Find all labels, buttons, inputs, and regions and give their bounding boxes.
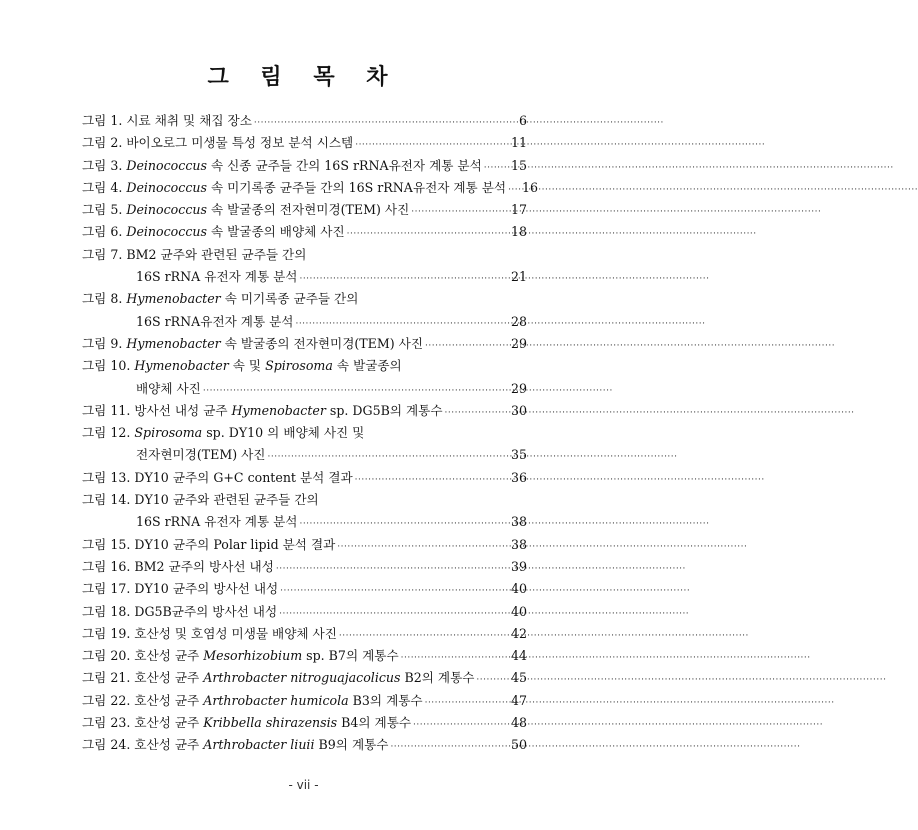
caption-segment: 바이오로그 미생물 특성 정보 분석 시스템 (126, 135, 354, 151)
figure-caption (136, 378, 201, 400)
page-number: 39 (510, 558, 527, 574)
figure-caption (126, 244, 306, 266)
dot-leader (476, 669, 505, 691)
caption-italic-segment: Kribbella shirazensis (203, 715, 338, 731)
figure-caption (126, 333, 423, 355)
figure-label: 그림 22. (82, 692, 135, 708)
toc-entry-line (82, 177, 539, 199)
toc-entry[interactable] (82, 690, 527, 712)
page-number: 35 (510, 447, 527, 463)
figure-caption (134, 355, 401, 377)
toc-entry[interactable] (82, 355, 527, 400)
figure-label: 그림 9. (82, 335, 127, 351)
figure-label: 그림 13. (82, 469, 135, 485)
page-number: 50 (510, 737, 527, 753)
caption-segment: 호산성 균주 (134, 715, 204, 731)
caption-segment: DG5B균주의 방사선 내성 (134, 603, 278, 619)
dot-leader (299, 513, 505, 535)
figure-caption (134, 712, 411, 734)
dot-leader (508, 179, 516, 201)
toc-entry-line (82, 355, 527, 377)
dot-leader (425, 335, 505, 357)
figure-label: 그림 16. (82, 558, 135, 574)
page-number: 28 (510, 313, 527, 329)
caption-segment: B2의 계통수 (400, 670, 475, 686)
figure-caption (136, 511, 297, 533)
caption-segment: 속 발굴종의 배양체 사진 (206, 224, 345, 240)
caption-segment: 시료 채취 및 채집 장소 (126, 113, 252, 128)
caption-segment: 호산성 균주 (134, 692, 204, 708)
caption-italic-segment: Deinococcus (126, 202, 207, 218)
toc-entry-line (82, 489, 527, 511)
dot-leader (299, 268, 505, 290)
caption-italic-segment: Deinococcus (126, 224, 207, 240)
dot-leader (254, 112, 505, 134)
figure-label: 그림 19. (82, 625, 135, 641)
toc-entry[interactable] (82, 333, 527, 355)
toc-entry[interactable] (82, 645, 527, 667)
toc-entry[interactable] (82, 734, 527, 756)
page-number: 21 (510, 269, 527, 285)
figure-label: 그림 15. (82, 536, 135, 552)
figure-list (82, 110, 539, 757)
caption-italic-segment: Arthrobacter nitroguajacolicus (203, 670, 401, 686)
toc-entry-line (82, 333, 527, 355)
caption-italic-segment: Arthrobacter liuii (203, 737, 315, 753)
figure-label: 그림 18. (82, 603, 135, 619)
caption-italic-segment: Arthrobacter humicola (203, 692, 349, 708)
figure-caption (134, 601, 277, 623)
dot-leader (425, 692, 505, 714)
toc-entry-line (82, 311, 527, 333)
figure-caption (134, 734, 388, 756)
page-number: 47 (510, 692, 527, 708)
figure-label: 그림 12. (82, 425, 135, 441)
toc-entry[interactable] (82, 712, 527, 734)
page-number: 48 (510, 715, 527, 731)
toc-entry-line (82, 534, 527, 556)
figure-caption (134, 556, 274, 578)
figure-label: 그림 23. (82, 715, 135, 731)
figure-label: 그림 20. (82, 648, 135, 664)
page-number: 44 (510, 648, 527, 664)
toc-entry[interactable] (82, 556, 527, 578)
toc-entry[interactable] (82, 221, 527, 243)
caption-segment: 배양체 사진 (136, 380, 201, 396)
dot-leader (337, 536, 505, 558)
figure-label: 그림 11. (82, 402, 135, 418)
toc-entry[interactable] (82, 623, 527, 645)
toc-entry-line (82, 667, 527, 689)
toc-entry-line (82, 400, 527, 422)
toc-entry-line (82, 645, 527, 667)
figure-caption (136, 444, 265, 466)
figure-caption (126, 132, 353, 154)
caption-italic-segment: Mesorhizobium (203, 648, 303, 664)
toc-entry-line (82, 444, 527, 466)
figure-caption (134, 645, 398, 667)
toc-entry-line (82, 690, 527, 712)
caption-segment: 전자현미경(TEM) 사진 (136, 447, 266, 463)
toc-entry-line (82, 511, 527, 533)
caption-segment: 속 미기록종 균주들 간의 16S rRNA유전자 계통 분석 (206, 179, 507, 195)
figure-caption (126, 155, 481, 177)
caption-segment: 호산성 균주 (134, 670, 204, 686)
page-number: 40 (510, 603, 527, 619)
figure-caption (134, 667, 474, 689)
toc-entry[interactable] (82, 400, 527, 422)
figure-label: 그림 6. (82, 224, 127, 240)
caption-italic-segment: Spirosoma (134, 425, 203, 441)
caption-segment: 속 발굴종의 전자현미경(TEM) 사진 (206, 202, 410, 218)
caption-italic-segment: Hymenobacter (126, 335, 221, 351)
page-number: 36 (510, 469, 527, 485)
figure-caption (126, 199, 409, 221)
toc-entry-line (82, 712, 527, 734)
page-number: 11 (510, 135, 527, 151)
page-number: 45 (510, 670, 527, 686)
caption-segment: 방사선 내성 균주 (134, 402, 232, 418)
toc-entry-line (82, 378, 527, 400)
toc-entry[interactable] (82, 667, 527, 689)
figure-label: 그림 24. (82, 737, 135, 753)
dot-leader (355, 469, 505, 491)
toc-entry-line (82, 578, 527, 600)
dot-leader (280, 580, 505, 602)
caption-segment: sp. DY10 의 배양체 사진 및 (202, 425, 365, 441)
figure-label: 그림 14. (82, 492, 135, 508)
caption-segment: 속 발굴종의 전자현미경(TEM) 사진 (220, 335, 424, 351)
toc-entry[interactable] (82, 132, 527, 154)
dot-leader (445, 402, 505, 424)
toc-entry[interactable] (82, 422, 527, 467)
toc-entry-line (82, 110, 527, 132)
page-number: 16 (522, 179, 539, 195)
page-title: 그 림 목 차 (207, 64, 400, 90)
figure-caption (134, 534, 335, 556)
caption-segment: 속 미기록종 균주들 간의 (220, 291, 359, 307)
caption-segment: BM2 균주의 방사선 내성 (134, 558, 274, 574)
dot-leader (411, 201, 505, 223)
toc-entry[interactable] (82, 534, 527, 556)
figure-label: 그림 2. (82, 135, 127, 151)
caption-segment: B4의 계통수 (337, 715, 412, 731)
caption-segment: DY10 균주와 관련된 균주들 간의 (134, 492, 319, 508)
toc-entry-line (82, 623, 527, 645)
page-number: 29 (510, 335, 527, 351)
caption-italic-segment: Deinococcus (126, 157, 207, 173)
toc-entry[interactable] (82, 578, 527, 600)
figure-label: 그림 10. (82, 358, 135, 374)
caption-italic-segment: Spirosoma (265, 358, 333, 374)
caption-segment: 호산성 균주 (134, 648, 204, 664)
toc-entry-line (82, 734, 527, 756)
caption-italic-segment: Hymenobacter (126, 291, 221, 307)
caption-italic-segment: Hymenobacter (231, 402, 326, 418)
figure-label: 그림 7. (82, 246, 127, 262)
figure-caption (126, 221, 344, 243)
dot-leader (401, 647, 505, 669)
toc-entry-line (82, 244, 527, 266)
figure-caption (134, 489, 318, 511)
toc-entry-line (82, 221, 527, 243)
figure-caption (136, 266, 297, 288)
caption-italic-segment: Hymenobacter (134, 358, 229, 374)
figure-caption (136, 311, 293, 333)
toc-entry-line (82, 266, 527, 288)
page-number: 6 (518, 113, 527, 128)
figure-label: 그림 4. (82, 179, 127, 195)
page-number: 42 (510, 625, 527, 641)
figure-label: 그림 21. (82, 670, 135, 686)
figure-caption (134, 578, 278, 600)
dot-leader (339, 625, 505, 647)
toc-entry[interactable] (82, 601, 527, 623)
caption-segment: 호산성 및 호염성 미생물 배양체 사진 (134, 625, 337, 641)
caption-segment: B9의 계통수 (314, 737, 389, 753)
toc-entry-line (82, 199, 527, 221)
toc-entry[interactable] (82, 155, 527, 177)
dot-leader (203, 380, 505, 402)
caption-segment: 16S rRNA유전자 계통 분석 (136, 313, 294, 329)
page-number: 15 (510, 157, 527, 173)
figure-caption (134, 400, 442, 422)
figure-caption (134, 690, 422, 712)
page-number: 17 (510, 202, 527, 218)
toc-entry[interactable] (82, 288, 527, 333)
caption-segment: DY10 균주의 방사선 내성 (134, 581, 279, 597)
caption-segment: 16S rRNA 유전자 계통 분석 (136, 514, 298, 530)
caption-segment: 호산성 균주 (134, 737, 204, 753)
toc-entry-line (82, 556, 527, 578)
toc-entry[interactable] (82, 110, 527, 132)
dot-leader (355, 134, 505, 156)
toc-entry-line (82, 467, 527, 489)
dot-leader (276, 558, 505, 580)
figure-caption (126, 288, 358, 310)
caption-segment: BM2 균주와 관련된 균주들 간의 (126, 246, 307, 262)
toc-entry-line (82, 155, 527, 177)
toc-entry[interactable] (82, 467, 527, 489)
figure-caption (126, 177, 506, 199)
dot-leader (390, 736, 505, 758)
toc-entry[interactable] (82, 244, 527, 289)
toc-entry[interactable] (82, 489, 527, 534)
page-number: 38 (510, 536, 527, 552)
toc-entry-line (82, 288, 527, 310)
caption-segment: sp. DG5B의 계통수 (325, 402, 443, 418)
page-number: 40 (510, 581, 527, 597)
figure-label: 그림 3. (82, 157, 127, 173)
figure-caption (134, 467, 352, 489)
toc-entry[interactable] (82, 177, 539, 199)
figure-label: 그림 17. (82, 581, 135, 597)
caption-segment: 속 및 (228, 358, 266, 374)
toc-entry-line (82, 601, 527, 623)
caption-segment: 속 신종 균주들 간의 16S rRNA유전자 계통 분석 (206, 157, 482, 173)
caption-segment: sp. B7의 계통수 (302, 648, 399, 664)
page-number: 29 (510, 380, 527, 396)
dot-leader (347, 223, 505, 245)
figure-label: 그림 1. (82, 113, 127, 128)
caption-segment: DY10 균주의 G+C content 분석 결과 (134, 469, 353, 485)
figure-label: 그림 8. (82, 291, 127, 307)
dot-leader (484, 157, 505, 179)
toc-entry-line (82, 132, 527, 154)
dot-leader (267, 446, 505, 468)
dot-leader (295, 313, 505, 335)
figure-label: 그림 5. (82, 202, 127, 218)
caption-segment: DY10 균주의 Polar lipid 분석 결과 (134, 536, 336, 552)
caption-segment: 16S rRNA 유전자 계통 분석 (136, 269, 298, 285)
page-number-footer: - vii - (288, 778, 319, 792)
caption-segment: 속 발굴종의 (332, 358, 402, 374)
toc-entry-line (82, 422, 527, 444)
page-number: 30 (510, 402, 527, 418)
caption-segment: B3의 계통수 (348, 692, 423, 708)
toc-entry[interactable] (82, 199, 527, 221)
page-number: 38 (510, 514, 527, 530)
dot-leader (413, 714, 505, 736)
figure-caption (134, 422, 364, 444)
caption-italic-segment: Deinococcus (126, 179, 207, 195)
figure-caption (126, 110, 252, 132)
figure-caption (134, 623, 337, 645)
page-number: 18 (510, 224, 527, 240)
dot-leader (279, 603, 505, 625)
